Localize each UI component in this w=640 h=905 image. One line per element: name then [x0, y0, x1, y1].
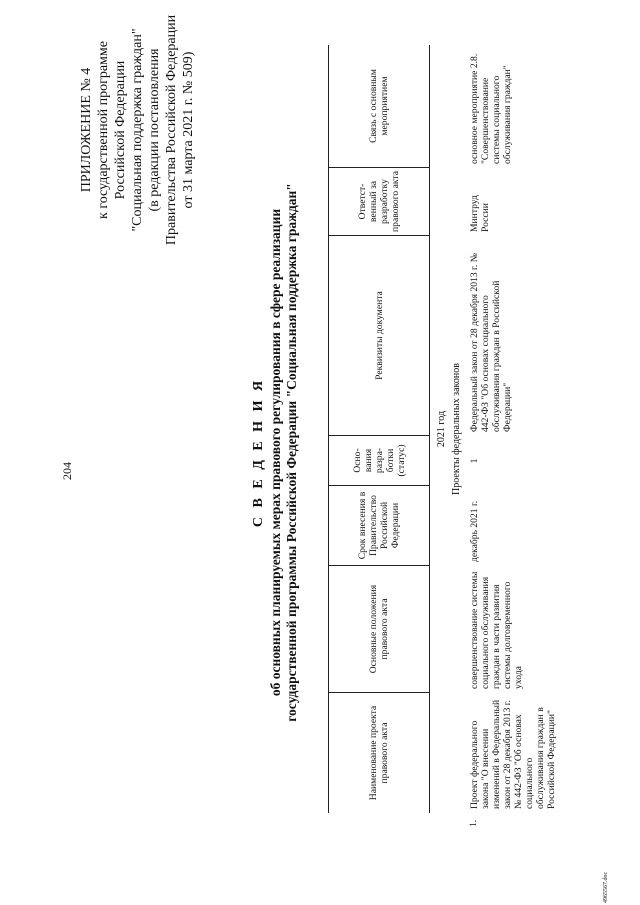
- header-cell: Основные положения правового акта: [329, 566, 429, 693]
- measures-table: [328, 45, 557, 827]
- footer-code: 4965567.doc: [603, 871, 609, 903]
- header-cell: Ответст-венный за разработку правового акта: [329, 168, 429, 236]
- header-cell: Реквизиты документа: [329, 236, 429, 436]
- document-title: С В Е Д Е Н И Я: [251, 377, 266, 528]
- table-cell: Федеральный закон от 28 декабря 2013 г. № 442-ФЗ "Об основах социального обслуживания граждан в Российской Федерации": [469, 253, 513, 432]
- section-label: Проекты федеральных законов: [451, 363, 462, 495]
- year-label: 2021 год: [436, 410, 447, 448]
- table-header: [328, 45, 430, 813]
- page-number: 204: [60, 462, 74, 480]
- appendix-line: "Социальная поддержка граждан": [130, 28, 145, 232]
- table-cell: Проект федерального закона "О внесении изменений в Федеральный закон от 28 декабря 2013 г. № 442-ФЗ "Об основах социального обслуживания граждан в Российской Федерации": [469, 699, 557, 809]
- table-cell: Минтруд России: [469, 195, 491, 232]
- header-cell: Связь с основным мероприятием: [329, 45, 429, 168]
- table-cell: совершенствование системы социального обслуживания граждан в части развития системы долговременного ухода: [469, 571, 524, 689]
- row-number: 1.: [468, 819, 479, 827]
- header-cell: Наименование проекта правового акта: [368, 705, 390, 801]
- document-title-block: [250, 0, 300, 905]
- document-subtitle: государственной программы Российской Федерации "Социальная поддержка граждан": [284, 183, 299, 722]
- table-cell: декабрь 2021 г.: [469, 500, 480, 562]
- appendix-line: к государственной программе: [96, 41, 111, 219]
- table-cell: основное мероприятие 2.8. "Совершенствование системы социального обслуживания граждан": [469, 53, 513, 164]
- appendix-block: [78, 0, 197, 260]
- appendix-line: Правительства Российской Федерации: [164, 14, 179, 246]
- header-cell: Осно-вания разра-ботки (статус): [329, 436, 429, 486]
- appendix-line: от 31 марта 2021 г. № 509): [181, 51, 196, 209]
- header-cell: Срок внесения в Правительство Российской Федерации: [329, 486, 429, 566]
- appendix-line: (в редакции постановления: [147, 48, 162, 212]
- appendix-line: ПРИЛОЖЕНИЕ № 4: [79, 67, 94, 193]
- table-cell: 1: [469, 458, 480, 464]
- document-subtitle: об основных планируемых мерах правового регулирования в сфере реализации: [268, 208, 283, 697]
- appendix-line: Российской Федерации: [113, 60, 128, 200]
- table-row: [468, 45, 557, 827]
